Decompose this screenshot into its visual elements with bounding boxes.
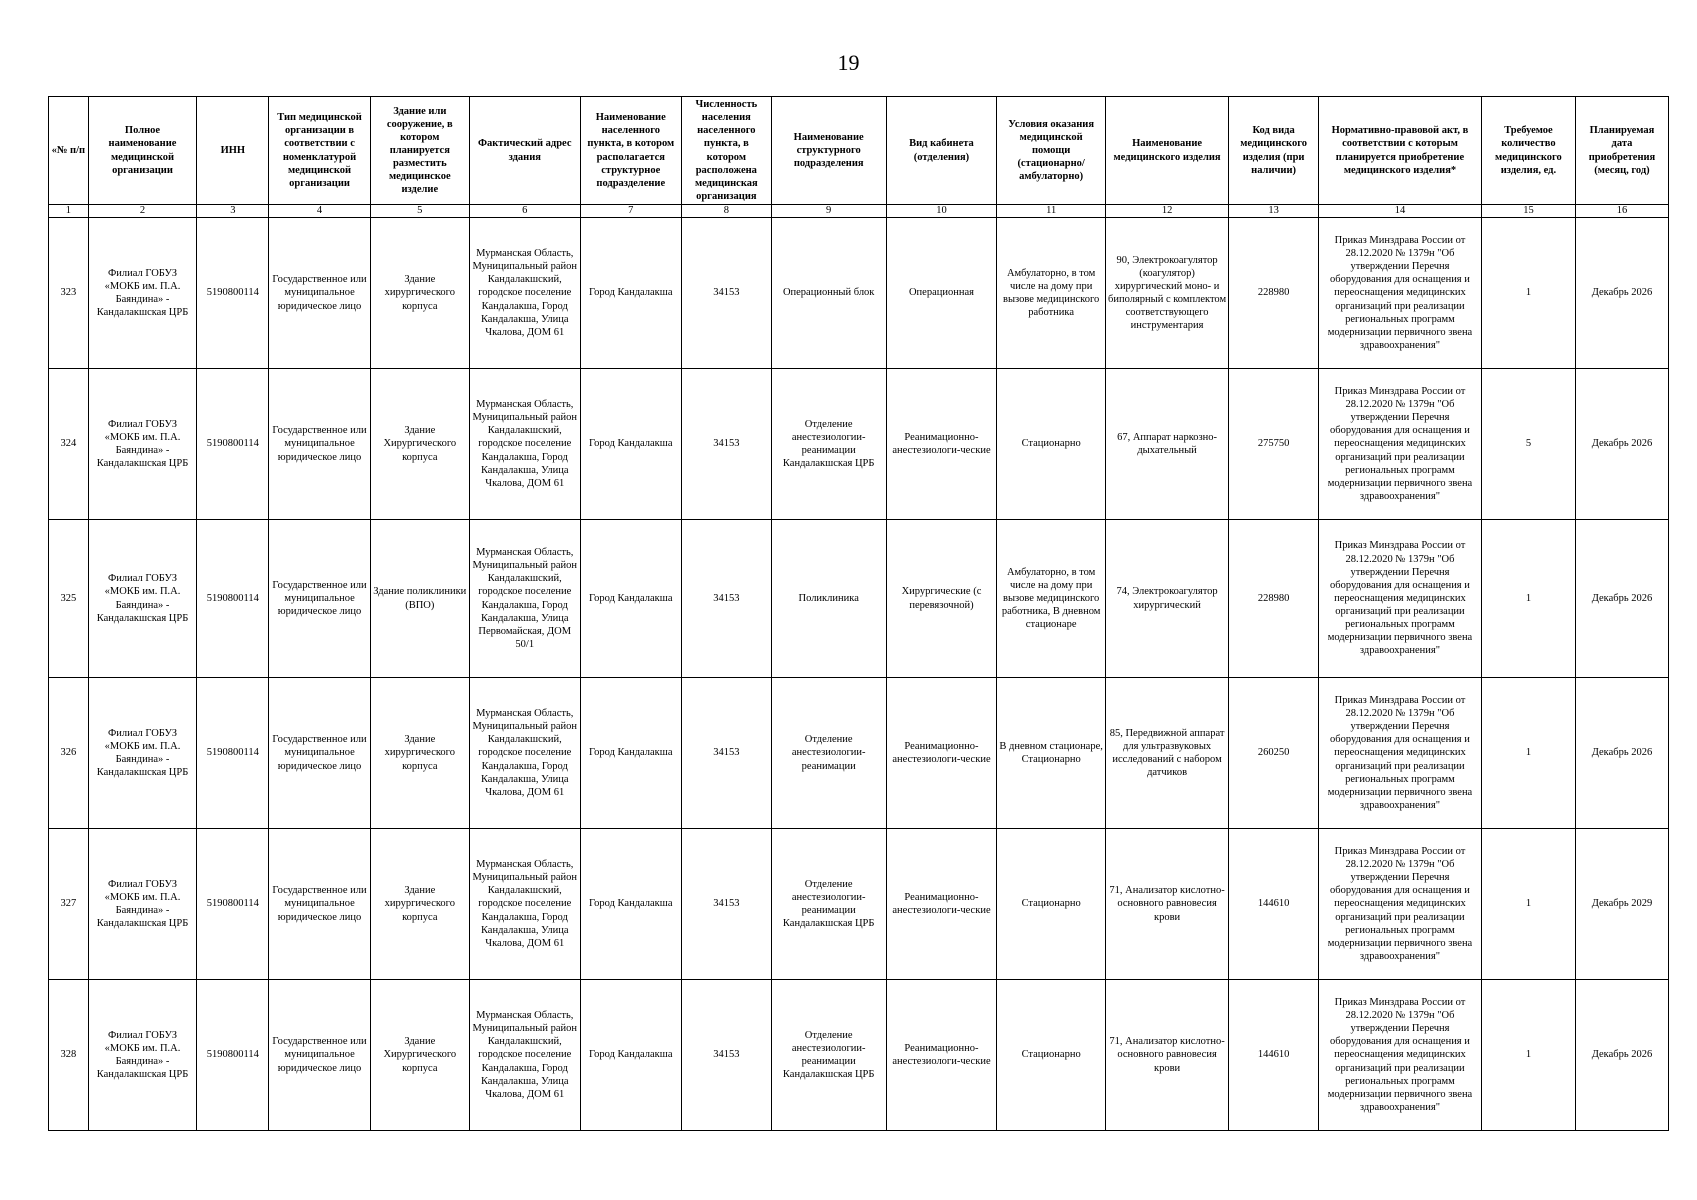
cell-locality: Город Кандалакша xyxy=(580,369,681,520)
cell-qty: 1 xyxy=(1481,520,1575,678)
cell-building: Здание Хирургического корпуса xyxy=(370,369,469,520)
cell-address: Мурманская Область, Муниципальный район Кандалакшский, городское поселение Кандалакша, Город Кандалакша, Улица Чкалова, ДОМ 61 xyxy=(469,678,580,829)
header-row xyxy=(49,97,1669,205)
cell-device: 71, Анализатор кислотно-основного равновесия крови xyxy=(1105,980,1228,1131)
cell-act: Приказ Минздрава России от 28.12.2020 № 1379н "Об утверждении Перечня оборудования для оснащения и переоснащения медицинских организаций при реализации региональных программ модернизации первичного звена здравоохранения" xyxy=(1319,980,1482,1131)
cell-address: Мурманская Область, Муниципальный район Кандалакшский, городское поселение Кандалакша, Город Кандалакша, Улица Чкалова, ДОМ 61 xyxy=(469,829,580,980)
column-header: «№ п/п xyxy=(49,97,89,205)
cell-num: 324 xyxy=(49,369,89,520)
cell-code: 275750 xyxy=(1229,369,1319,520)
column-number: 3 xyxy=(197,205,269,218)
column-header: Требуемое количество медицинского изделия, ед. xyxy=(1481,97,1575,205)
column-header: Фактический адрес здания xyxy=(469,97,580,205)
cell-num: 326 xyxy=(49,678,89,829)
cell-act: Приказ Минздрава России от 28.12.2020 № 1379н "Об утверждении Перечня оборудования для оснащения и переоснащения медицинских организаций при реализации региональных программ модернизации первичного звена здравоохранения" xyxy=(1319,678,1482,829)
column-number-row xyxy=(49,205,1669,218)
cell-code: 228980 xyxy=(1229,218,1319,369)
cell-type: Государственное или муниципальное юридическое лицо xyxy=(269,218,370,369)
cell-conditions: Амбулаторно, в том числе на дому при вызове медицинского работника, В дневном стационаре xyxy=(997,520,1106,678)
cell-date: Декабрь 2026 xyxy=(1575,980,1668,1131)
cell-org: Филиал ГОБУЗ «МОКБ им. П.А. Баяндина» - Кандалакшская ЦРБ xyxy=(88,980,197,1131)
cell-device: 71, Анализатор кислотно-основного равновесия крови xyxy=(1105,829,1228,980)
cell-population: 34153 xyxy=(681,678,771,829)
cell-org: Филиал ГОБУЗ «МОКБ им. П.А. Баяндина» - Кандалакшская ЦРБ xyxy=(88,369,197,520)
cell-date: Декабрь 2026 xyxy=(1575,678,1668,829)
table-row xyxy=(49,678,1669,829)
column-number: 12 xyxy=(1105,205,1228,218)
cell-device: 67, Аппарат наркозно-дыхательный xyxy=(1105,369,1228,520)
cell-act: Приказ Минздрава России от 28.12.2020 № 1379н "Об утверждении Перечня оборудования для оснащения и переоснащения медицинских организаций при реализации региональных программ модернизации первичного звена здравоохранения" xyxy=(1319,829,1482,980)
cell-locality: Город Кандалакша xyxy=(580,520,681,678)
cell-type: Государственное или муниципальное юридическое лицо xyxy=(269,678,370,829)
cell-code: 228980 xyxy=(1229,520,1319,678)
column-number: 16 xyxy=(1575,205,1668,218)
cell-unit: Отделение анестезиологии-реанимации xyxy=(771,678,886,829)
column-number: 14 xyxy=(1319,205,1482,218)
cell-inn: 5190800114 xyxy=(197,218,269,369)
cell-type: Государственное или муниципальное юридическое лицо xyxy=(269,369,370,520)
cell-unit: Отделение анестезиологии-реанимации Кандалакшская ЦРБ xyxy=(771,980,886,1131)
table-row xyxy=(49,520,1669,678)
column-header: Полное наименование медицинской организации xyxy=(88,97,197,205)
cell-locality: Город Кандалакша xyxy=(580,218,681,369)
cell-qty: 1 xyxy=(1481,218,1575,369)
cell-cabinet: Реанимационно-анестезиологи-ческие xyxy=(886,369,997,520)
cell-conditions: В дневном стационаре, Стационарно xyxy=(997,678,1106,829)
cell-conditions: Амбулаторно, в том числе на дому при вызове медицинского работника xyxy=(997,218,1106,369)
cell-unit: Поликлиника xyxy=(771,520,886,678)
cell-conditions: Стационарно xyxy=(997,980,1106,1131)
column-header: Вид кабинета (отделения) xyxy=(886,97,997,205)
cell-building: Здание поликлиники (ВПО) xyxy=(370,520,469,678)
cell-conditions: Стационарно xyxy=(997,829,1106,980)
column-header: Здание или сооружение, в котором планируется разместить медицинское изделие xyxy=(370,97,469,205)
column-header: Планируемая дата приобретения (месяц, год) xyxy=(1575,97,1668,205)
table-row xyxy=(49,369,1669,520)
cell-date: Декабрь 2029 xyxy=(1575,829,1668,980)
column-header: Численность населения населенного пункта, в котором расположена медицинская организация xyxy=(681,97,771,205)
cell-inn: 5190800114 xyxy=(197,369,269,520)
cell-address: Мурманская Область, Муниципальный район Кандалакшский, городское поселение Кандалакша, Город Кандалакша, Улица Чкалова, ДОМ 61 xyxy=(469,980,580,1131)
column-header: Наименование структурного подразделения xyxy=(771,97,886,205)
cell-building: Здание хирургического корпуса xyxy=(370,678,469,829)
column-number: 2 xyxy=(88,205,197,218)
cell-date: Декабрь 2026 xyxy=(1575,520,1668,678)
cell-code: 144610 xyxy=(1229,829,1319,980)
cell-address: Мурманская Область, Муниципальный район Кандалакшский, городское поселение Кандалакша, Город Кандалакша, Улица Чкалова, ДОМ 61 xyxy=(469,369,580,520)
table-row xyxy=(49,980,1669,1131)
cell-population: 34153 xyxy=(681,369,771,520)
cell-inn: 5190800114 xyxy=(197,520,269,678)
column-number: 10 xyxy=(886,205,997,218)
cell-qty: 5 xyxy=(1481,369,1575,520)
column-number: 8 xyxy=(681,205,771,218)
column-header: Наименование медицинского изделия xyxy=(1105,97,1228,205)
cell-act: Приказ Минздрава России от 28.12.2020 № 1379н "Об утверждении Перечня оборудования для оснащения и переоснащения медицинских организаций при реализации региональных программ модернизации первичного звена здравоохранения" xyxy=(1319,520,1482,678)
cell-num: 328 xyxy=(49,980,89,1131)
column-number: 1 xyxy=(49,205,89,218)
cell-population: 34153 xyxy=(681,829,771,980)
cell-org: Филиал ГОБУЗ «МОКБ им. П.А. Баяндина» - Кандалакшская ЦРБ xyxy=(88,829,197,980)
cell-unit: Отделение анестезиологии-реанимации Кандалакшская ЦРБ xyxy=(771,369,886,520)
column-number: 6 xyxy=(469,205,580,218)
cell-address: Мурманская Область, Муниципальный район Кандалакшский, городское поселение Кандалакша, Город Кандалакша, Улица Первомайская, ДОМ 50/1 xyxy=(469,520,580,678)
column-header: ИНН xyxy=(197,97,269,205)
page-number: 19 xyxy=(837,50,860,75)
column-header: Тип медицинской организации в соответствии с номенклатурой медицинской организации xyxy=(269,97,370,205)
column-header: Условия оказания медицинской помощи (стационарно/ амбулаторно) xyxy=(997,97,1106,205)
cell-conditions: Стационарно xyxy=(997,369,1106,520)
cell-locality: Город Кандалакша xyxy=(580,678,681,829)
cell-type: Государственное или муниципальное юридическое лицо xyxy=(269,520,370,678)
cell-code: 144610 xyxy=(1229,980,1319,1131)
cell-locality: Город Кандалакша xyxy=(580,980,681,1131)
cell-population: 34153 xyxy=(681,520,771,678)
column-header: Нормативно-правовой акт, в соответствии с которым планируется приобретение медицинского изделия* xyxy=(1319,97,1482,205)
cell-qty: 1 xyxy=(1481,678,1575,829)
equipment-table xyxy=(48,96,1669,1131)
cell-type: Государственное или муниципальное юридическое лицо xyxy=(269,829,370,980)
cell-device: 90, Электрокоагулятор (коагулятор) хирургический моно- и биполярный с комплектом соответствующего инструментария xyxy=(1105,218,1228,369)
cell-inn: 5190800114 xyxy=(197,980,269,1131)
cell-date: Декабрь 2026 xyxy=(1575,218,1668,369)
cell-act: Приказ Минздрава России от 28.12.2020 № 1379н "Об утверждении Перечня оборудования для оснащения и переоснащения медицинских организаций при реализации региональных программ модернизации первичного звена здравоохранения" xyxy=(1319,218,1482,369)
cell-cabinet: Хирургические (с перевязочной) xyxy=(886,520,997,678)
cell-cabinet: Реанимационно-анестезиологи-ческие xyxy=(886,829,997,980)
table-row xyxy=(49,829,1669,980)
cell-date: Декабрь 2026 xyxy=(1575,369,1668,520)
column-number: 5 xyxy=(370,205,469,218)
cell-device: 85, Передвижной аппарат для ультразвуковых исследований с набором датчиков xyxy=(1105,678,1228,829)
column-number: 4 xyxy=(269,205,370,218)
cell-unit: Отделение анестезиологии-реанимации Кандалакшская ЦРБ xyxy=(771,829,886,980)
table-row xyxy=(49,218,1669,369)
cell-org: Филиал ГОБУЗ «МОКБ им. П.А. Баяндина» - Кандалакшская ЦРБ xyxy=(88,520,197,678)
cell-qty: 1 xyxy=(1481,829,1575,980)
column-number: 15 xyxy=(1481,205,1575,218)
cell-cabinet: Реанимационно-анестезиологи-ческие xyxy=(886,678,997,829)
cell-locality: Город Кандалакша xyxy=(580,829,681,980)
cell-num: 327 xyxy=(49,829,89,980)
cell-building: Здание хирургического корпуса xyxy=(370,829,469,980)
cell-cabinet: Операционная xyxy=(886,218,997,369)
cell-num: 323 xyxy=(49,218,89,369)
cell-org: Филиал ГОБУЗ «МОКБ им. П.А. Баяндина» - Кандалакшская ЦРБ xyxy=(88,218,197,369)
column-number: 13 xyxy=(1229,205,1319,218)
cell-population: 34153 xyxy=(681,218,771,369)
cell-cabinet: Реанимационно-анестезиологи-ческие xyxy=(886,980,997,1131)
cell-inn: 5190800114 xyxy=(197,678,269,829)
column-header: Наименование населенного пункта, в котором располагается структурное подразделение xyxy=(580,97,681,205)
column-number: 11 xyxy=(997,205,1106,218)
cell-num: 325 xyxy=(49,520,89,678)
cell-org: Филиал ГОБУЗ «МОКБ им. П.А. Баяндина» - Кандалакшская ЦРБ xyxy=(88,678,197,829)
cell-address: Мурманская Область, Муниципальный район Кандалакшский, городское поселение Кандалакша, Город Кандалакша, Улица Чкалова, ДОМ 61 xyxy=(469,218,580,369)
cell-device: 74, Электрокоагулятор хирургический xyxy=(1105,520,1228,678)
column-number: 7 xyxy=(580,205,681,218)
cell-code: 260250 xyxy=(1229,678,1319,829)
cell-type: Государственное или муниципальное юридическое лицо xyxy=(269,980,370,1131)
cell-unit: Операционный блок xyxy=(771,218,886,369)
cell-act: Приказ Минздрава России от 28.12.2020 № 1379н "Об утверждении Перечня оборудования для оснащения и переоснащения медицинских организаций при реализации региональных программ модернизации первичного звена здравоохранения" xyxy=(1319,369,1482,520)
cell-building: Здание Хирургического корпуса xyxy=(370,980,469,1131)
column-header: Код вида медицинского изделия (при наличии) xyxy=(1229,97,1319,205)
cell-population: 34153 xyxy=(681,980,771,1131)
cell-inn: 5190800114 xyxy=(197,829,269,980)
cell-building: Здание хирургического корпуса xyxy=(370,218,469,369)
column-number: 9 xyxy=(771,205,886,218)
cell-qty: 1 xyxy=(1481,980,1575,1131)
